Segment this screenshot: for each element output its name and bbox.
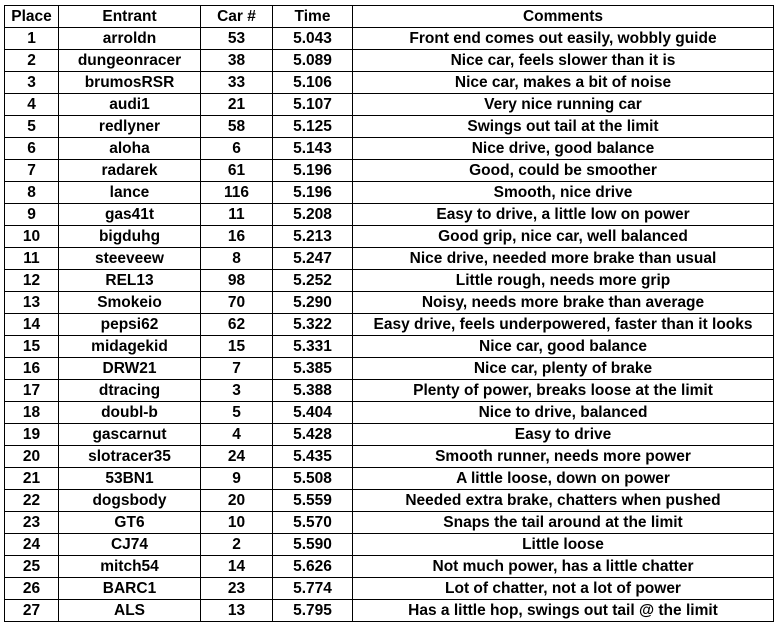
entrant-cell: doubl-b xyxy=(59,402,201,424)
car-number-cell: 3 xyxy=(201,380,273,402)
header-row xyxy=(5,6,774,28)
entrant-cell: slotracer35 xyxy=(59,446,201,468)
entrant-cell: ALS xyxy=(59,600,201,622)
place-cell: 23 xyxy=(5,512,59,534)
place-cell: 4 xyxy=(5,94,59,116)
comment-cell: A little loose, down on power xyxy=(353,468,774,490)
car-number-cell: 98 xyxy=(201,270,273,292)
car-number-cell: 116 xyxy=(201,182,273,204)
comment-cell: Nice car, good balance xyxy=(353,336,774,358)
car-number-cell: 8 xyxy=(201,248,273,270)
table-row xyxy=(5,600,774,622)
table-row xyxy=(5,534,774,556)
time-cell: 5.252 xyxy=(273,270,353,292)
comment-cell: Nice car, plenty of brake xyxy=(353,358,774,380)
time-cell: 5.247 xyxy=(273,248,353,270)
comment-cell: Has a little hop, swings out tail @ the limit xyxy=(353,600,774,622)
entrant-cell: midagekid xyxy=(59,336,201,358)
time-cell: 5.428 xyxy=(273,424,353,446)
entrant-cell: bigduhg xyxy=(59,226,201,248)
time-cell: 5.208 xyxy=(273,204,353,226)
car-number-cell: 2 xyxy=(201,534,273,556)
header-entrant: Entrant xyxy=(59,6,201,28)
results-body xyxy=(5,28,774,622)
table-row xyxy=(5,358,774,380)
time-cell: 5.590 xyxy=(273,534,353,556)
car-number-cell: 14 xyxy=(201,556,273,578)
entrant-cell: aloha xyxy=(59,138,201,160)
comment-cell: Smooth, nice drive xyxy=(353,182,774,204)
car-number-cell: 13 xyxy=(201,600,273,622)
table-row xyxy=(5,490,774,512)
car-number-cell: 38 xyxy=(201,50,273,72)
comment-cell: Little loose xyxy=(353,534,774,556)
car-number-cell: 21 xyxy=(201,94,273,116)
time-cell: 5.774 xyxy=(273,578,353,600)
comment-cell: Easy drive, feels underpowered, faster than it looks xyxy=(353,314,774,336)
comment-cell: Noisy, needs more brake than average xyxy=(353,292,774,314)
entrant-cell: radarek xyxy=(59,160,201,182)
car-number-cell: 16 xyxy=(201,226,273,248)
car-number-cell: 10 xyxy=(201,512,273,534)
comment-cell: Very nice running car xyxy=(353,94,774,116)
place-cell: 15 xyxy=(5,336,59,358)
comment-cell: Swings out tail at the limit xyxy=(353,116,774,138)
time-cell: 5.125 xyxy=(273,116,353,138)
table-row xyxy=(5,336,774,358)
entrant-cell: dtracing xyxy=(59,380,201,402)
place-cell: 3 xyxy=(5,72,59,94)
place-cell: 27 xyxy=(5,600,59,622)
time-cell: 5.388 xyxy=(273,380,353,402)
table-row xyxy=(5,402,774,424)
time-cell: 5.089 xyxy=(273,50,353,72)
table-row xyxy=(5,314,774,336)
time-cell: 5.404 xyxy=(273,402,353,424)
comment-cell: Front end comes out easily, wobbly guide xyxy=(353,28,774,50)
place-cell: 7 xyxy=(5,160,59,182)
entrant-cell: arroldn xyxy=(59,28,201,50)
table-row xyxy=(5,424,774,446)
comment-cell: Snaps the tail around at the limit xyxy=(353,512,774,534)
time-cell: 5.106 xyxy=(273,72,353,94)
comment-cell: Nice drive, needed more brake than usual xyxy=(353,248,774,270)
entrant-cell: steeveew xyxy=(59,248,201,270)
entrant-cell: DRW21 xyxy=(59,358,201,380)
comment-cell: Nice car, feels slower than it is xyxy=(353,50,774,72)
table-row xyxy=(5,204,774,226)
entrant-cell: 53BN1 xyxy=(59,468,201,490)
car-number-cell: 5 xyxy=(201,402,273,424)
comment-cell: Nice to drive, balanced xyxy=(353,402,774,424)
place-cell: 6 xyxy=(5,138,59,160)
time-cell: 5.143 xyxy=(273,138,353,160)
entrant-cell: REL13 xyxy=(59,270,201,292)
entrant-cell: Smokeio xyxy=(59,292,201,314)
comment-cell: Needed extra brake, chatters when pushed xyxy=(353,490,774,512)
place-cell: 20 xyxy=(5,446,59,468)
entrant-cell: dogsbody xyxy=(59,490,201,512)
place-cell: 22 xyxy=(5,490,59,512)
place-cell: 10 xyxy=(5,226,59,248)
time-cell: 5.043 xyxy=(273,28,353,50)
car-number-cell: 23 xyxy=(201,578,273,600)
car-number-cell: 7 xyxy=(201,358,273,380)
table-row xyxy=(5,94,774,116)
place-cell: 1 xyxy=(5,28,59,50)
entrant-cell: CJ74 xyxy=(59,534,201,556)
comment-cell: Smooth runner, needs more power xyxy=(353,446,774,468)
table-row xyxy=(5,446,774,468)
table-row xyxy=(5,182,774,204)
time-cell: 5.570 xyxy=(273,512,353,534)
car-number-cell: 24 xyxy=(201,446,273,468)
place-cell: 14 xyxy=(5,314,59,336)
entrant-cell: GT6 xyxy=(59,512,201,534)
time-cell: 5.331 xyxy=(273,336,353,358)
car-number-cell: 4 xyxy=(201,424,273,446)
table-row xyxy=(5,226,774,248)
entrant-cell: dungeonracer xyxy=(59,50,201,72)
comment-cell: Little rough, needs more grip xyxy=(353,270,774,292)
car-number-cell: 9 xyxy=(201,468,273,490)
table-row xyxy=(5,160,774,182)
entrant-cell: redlyner xyxy=(59,116,201,138)
comment-cell: Plenty of power, breaks loose at the limit xyxy=(353,380,774,402)
time-cell: 5.322 xyxy=(273,314,353,336)
car-number-cell: 62 xyxy=(201,314,273,336)
table-row xyxy=(5,72,774,94)
time-cell: 5.559 xyxy=(273,490,353,512)
place-cell: 2 xyxy=(5,50,59,72)
entrant-cell: lance xyxy=(59,182,201,204)
car-number-cell: 33 xyxy=(201,72,273,94)
place-cell: 21 xyxy=(5,468,59,490)
time-cell: 5.626 xyxy=(273,556,353,578)
place-cell: 5 xyxy=(5,116,59,138)
place-cell: 8 xyxy=(5,182,59,204)
comment-cell: Nice car, makes a bit of noise xyxy=(353,72,774,94)
entrant-cell: BARC1 xyxy=(59,578,201,600)
table-row xyxy=(5,50,774,72)
time-cell: 5.508 xyxy=(273,468,353,490)
comment-cell: Nice drive, good balance xyxy=(353,138,774,160)
table-row xyxy=(5,116,774,138)
entrant-cell: pepsi62 xyxy=(59,314,201,336)
place-cell: 11 xyxy=(5,248,59,270)
comment-cell: Easy to drive xyxy=(353,424,774,446)
table-row xyxy=(5,512,774,534)
comment-cell: Lot of chatter, not a lot of power xyxy=(353,578,774,600)
car-number-cell: 61 xyxy=(201,160,273,182)
place-cell: 25 xyxy=(5,556,59,578)
results-table xyxy=(4,5,774,622)
header-comments: Comments xyxy=(353,6,774,28)
time-cell: 5.290 xyxy=(273,292,353,314)
comment-cell: Good grip, nice car, well balanced xyxy=(353,226,774,248)
car-number-cell: 6 xyxy=(201,138,273,160)
table-row xyxy=(5,270,774,292)
table-row xyxy=(5,578,774,600)
time-cell: 5.213 xyxy=(273,226,353,248)
car-number-cell: 53 xyxy=(201,28,273,50)
header-car-number: Car # xyxy=(201,6,273,28)
table-row xyxy=(5,248,774,270)
car-number-cell: 58 xyxy=(201,116,273,138)
car-number-cell: 20 xyxy=(201,490,273,512)
table-row xyxy=(5,292,774,314)
table-row xyxy=(5,468,774,490)
time-cell: 5.435 xyxy=(273,446,353,468)
table-row xyxy=(5,556,774,578)
place-cell: 18 xyxy=(5,402,59,424)
place-cell: 19 xyxy=(5,424,59,446)
place-cell: 16 xyxy=(5,358,59,380)
comment-cell: Not much power, has a little chatter xyxy=(353,556,774,578)
car-number-cell: 15 xyxy=(201,336,273,358)
time-cell: 5.107 xyxy=(273,94,353,116)
table-row xyxy=(5,380,774,402)
comment-cell: Easy to drive, a little low on power xyxy=(353,204,774,226)
place-cell: 12 xyxy=(5,270,59,292)
entrant-cell: mitch54 xyxy=(59,556,201,578)
comment-cell: Good, could be smoother xyxy=(353,160,774,182)
entrant-cell: audi1 xyxy=(59,94,201,116)
car-number-cell: 70 xyxy=(201,292,273,314)
table-row xyxy=(5,138,774,160)
time-cell: 5.196 xyxy=(273,160,353,182)
car-number-cell: 11 xyxy=(201,204,273,226)
entrant-cell: gascarnut xyxy=(59,424,201,446)
entrant-cell: brumosRSR xyxy=(59,72,201,94)
header-place: Place xyxy=(5,6,59,28)
time-cell: 5.385 xyxy=(273,358,353,380)
entrant-cell: gas41t xyxy=(59,204,201,226)
table-row xyxy=(5,28,774,50)
place-cell: 17 xyxy=(5,380,59,402)
place-cell: 13 xyxy=(5,292,59,314)
place-cell: 26 xyxy=(5,578,59,600)
header-time: Time xyxy=(273,6,353,28)
time-cell: 5.196 xyxy=(273,182,353,204)
time-cell: 5.795 xyxy=(273,600,353,622)
place-cell: 24 xyxy=(5,534,59,556)
place-cell: 9 xyxy=(5,204,59,226)
